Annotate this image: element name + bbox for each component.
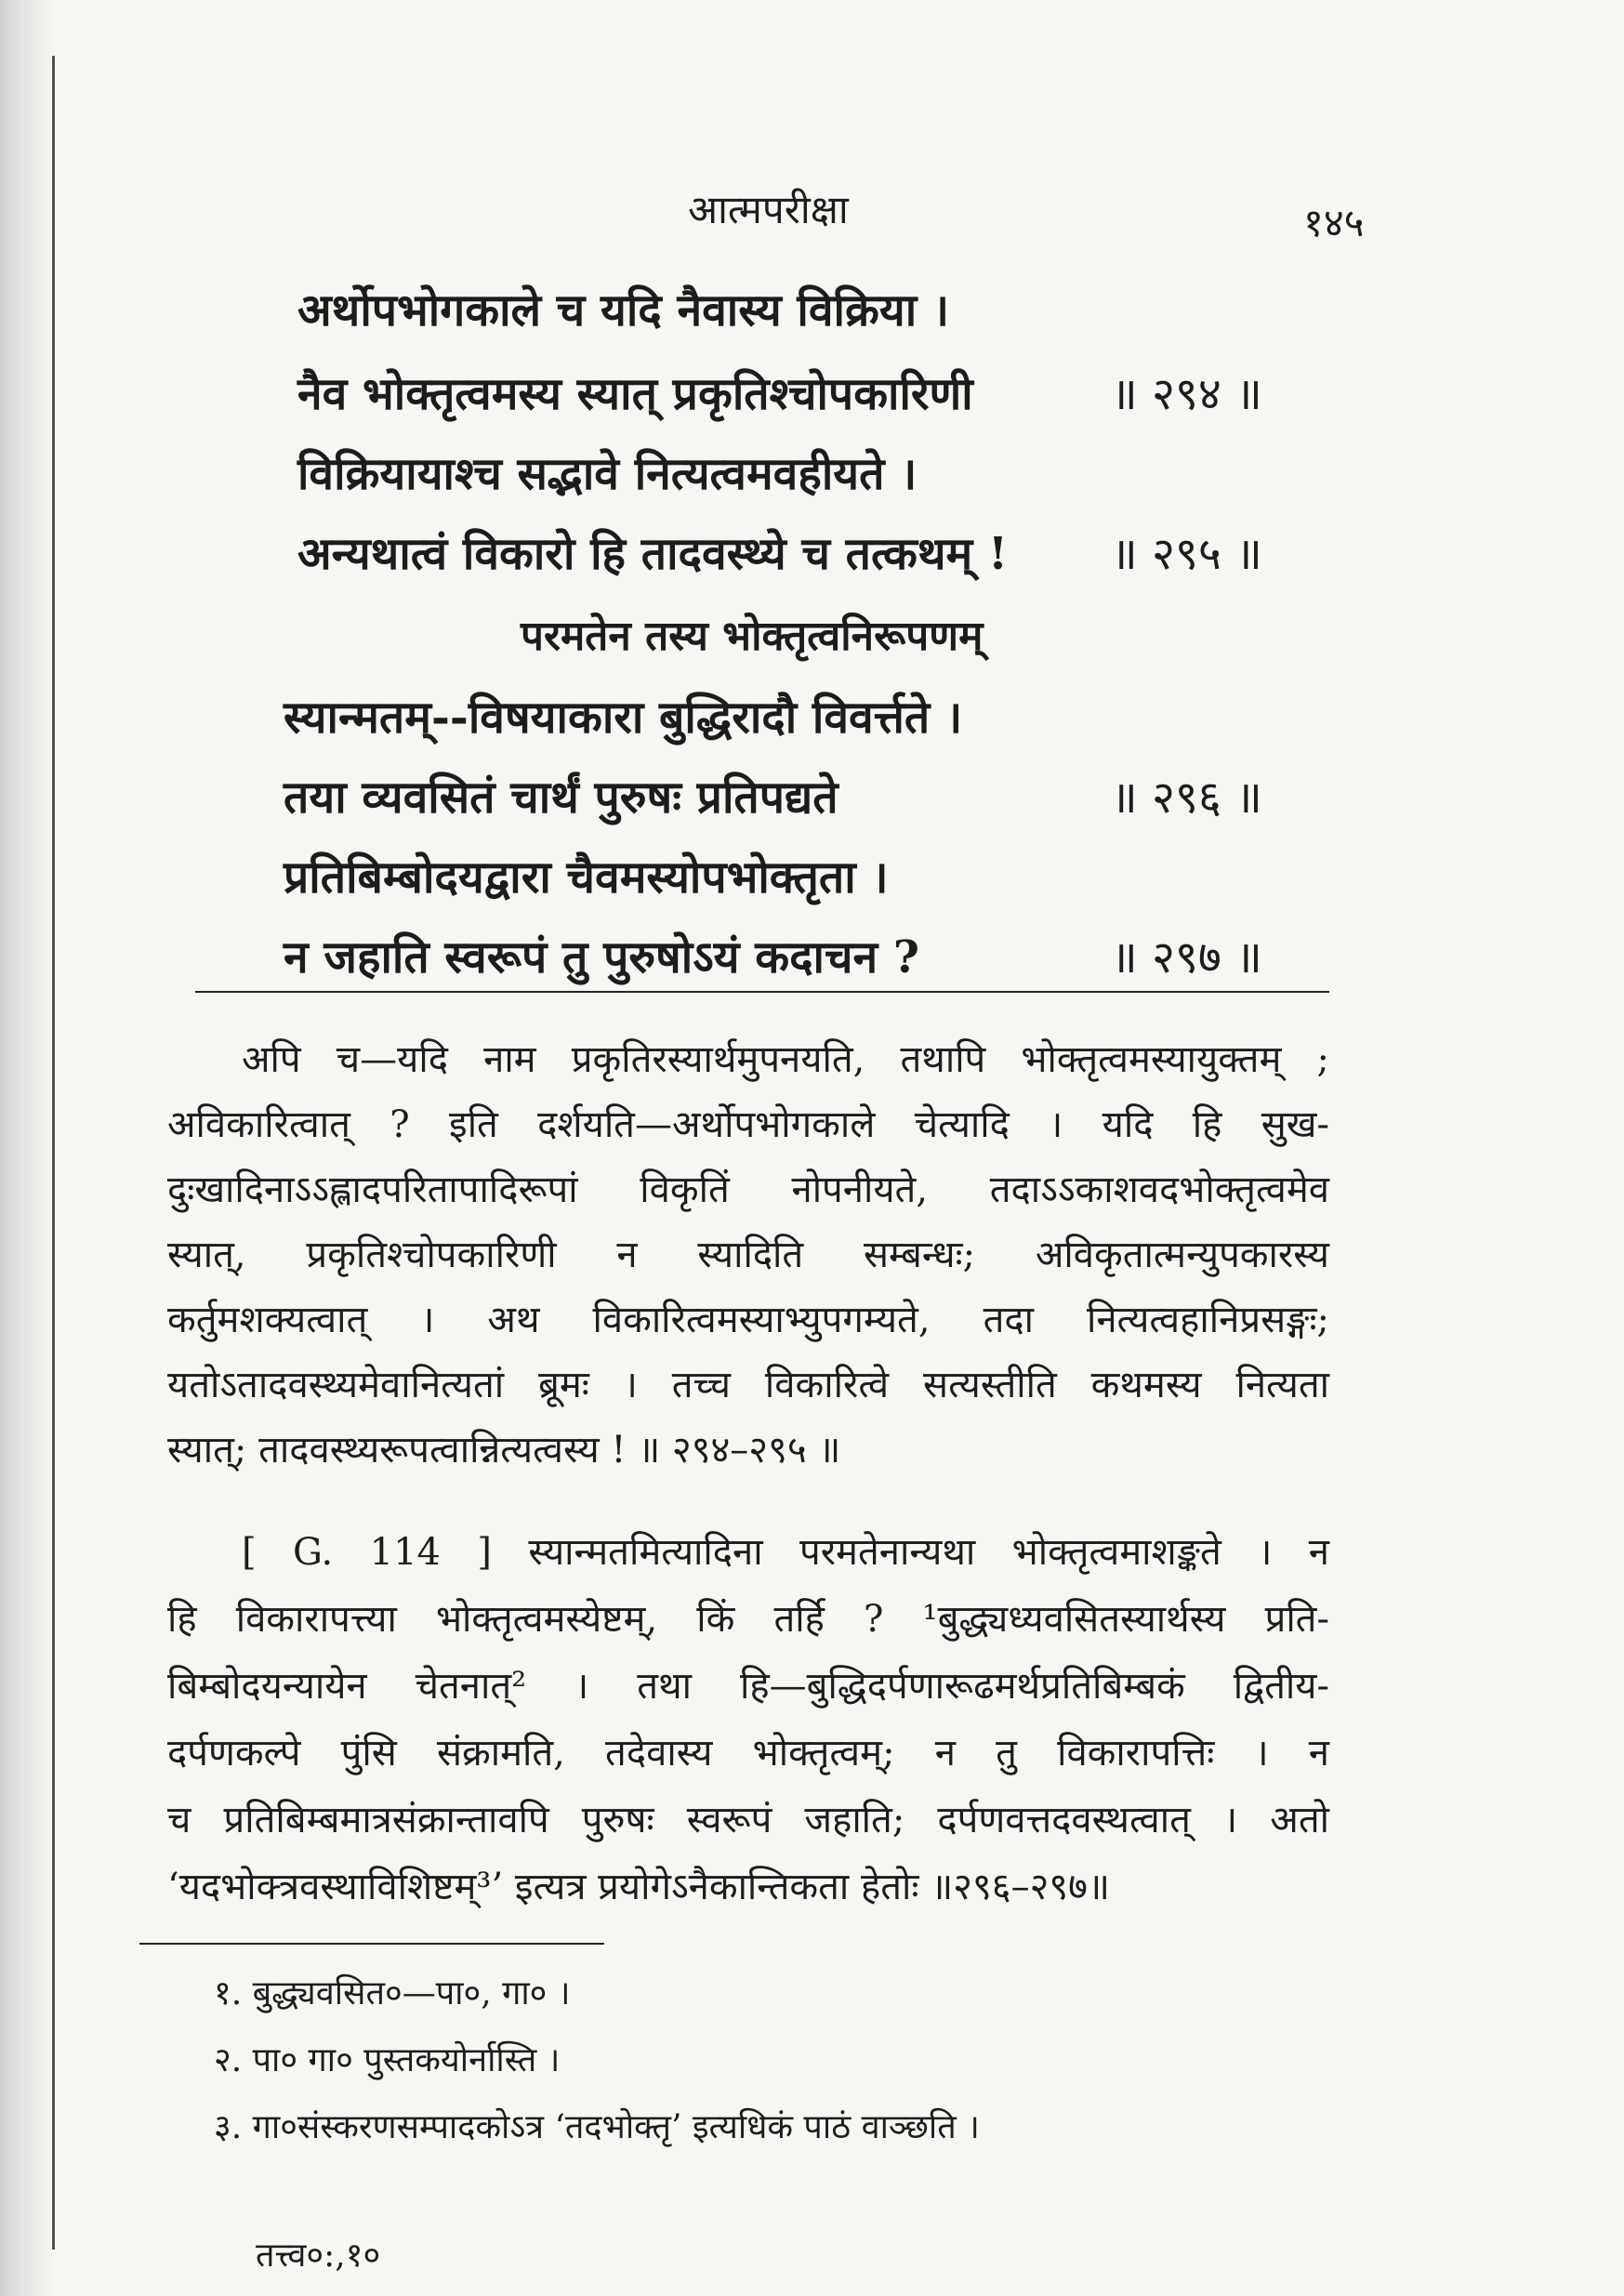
commentary-line: दुःखादिनाऽऽह्लादपरितापादिरूपां विकृतिं नोपनीयते, तदाऽऽकाशवदभोक्तृत्वमेव [167,1168,1329,1211]
binding-edge-shadow [0,0,56,2296]
verse-commentary-divider [195,991,1329,993]
commentary-line: [ G. 114 ] स्यान्मतमित्यादिना परमतेनान्यथा भोक्तृत्वमाशङ्कते । न [242,1531,1329,1574]
footnote: २. पा० गा० पुस्तकयोर्नास्ति । [214,2041,561,2079]
verse-line: स्यान्मतम्--विषयाकारा बुद्धिरादौ विवर्त्तते । [284,692,963,744]
commentary-line: च प्रतिबिम्बमात्रसंक्रान्तावपि पुरुषः स्वरूपं जहाति; दर्पणवत्तदवस्थत्वात् । अतो [167,1799,1329,1841]
commentary-line: यतोऽतादवस्थ्यमेवानित्यतां ब्रूमः । तच्च विकारित्वे सत्यस्तीति कथमस्य नित्यता [167,1364,1329,1406]
commentary-line: स्यात्, प्रकृतिश्चोपकारिणी न स्यादिति सम्बन्धः; अविकृतात्मन्युपकारस्य [167,1234,1329,1276]
verse-number: ॥ २९४ ॥ [1111,368,1262,420]
signature-mark: तत्त्व०:,१० [256,2237,381,2275]
verse-line: नैव भोक्तृत्वमस्य स्यात् प्रकृतिश्चोपकारिणी [297,368,973,420]
commentary-line: दर्पणकल्पे पुंसि संक्रामति, तदेवास्य भोक्तृत्वम्; न तु विकारापत्तिः । न [167,1732,1329,1775]
footnote-divider [139,1943,604,1945]
verse-line: अर्थोपभोगकाले च यदि नैवास्य विक्रिया । [297,284,950,336]
verse-line: अन्यथात्वं विकारो हि तादवस्थ्ये च तत्कथम् ! [297,528,1009,580]
commentary-line: कर्तुमशक्यत्वात् । अथ विकारित्वमस्याभ्युपगम्यते, तदा नित्यत्वहानिप्रसङ्गः; [167,1299,1329,1341]
verse-number: ॥ २९७ ॥ [1111,931,1262,983]
verse-line: तया व्यवसितं चार्थं पुरुषः प्रतिपद्यते [284,772,838,824]
page-number: १४५ [1303,200,1365,245]
verse-number: ॥ २९५ ॥ [1111,528,1262,580]
verse-line: विक्रियायाश्च सद्भावे नित्यत्वमवहीयते । [297,448,918,500]
verse-line: प्रतिबिम्बोदयद्वारा चैवमस्योपभोक्तृता । [284,851,889,904]
verse-line: न जहाति स्वरूपं तु पुरुषोऽयं कदाचन ? [284,931,919,983]
running-title: आत्मपरीक्षा [688,187,849,232]
footnote: १. बुद्ध्यवसित०—पा०, गा० । [214,1974,571,2012]
section-heading: परमतेन तस्य भोक्तृत्वनिरूपणम् [521,613,984,660]
verse-number: ॥ २९६ ॥ [1111,772,1262,824]
commentary-line: ‘यदभोक्त्रवस्थाविशिष्टम्³’ इत्यत्र प्रयोगेऽनैकान्तिकता हेतोः ॥२९६–२९७॥ [167,1866,1110,1908]
commentary-line: स्यात्; तादवस्थ्यरूपत्वान्नित्यत्वस्य ! ॥ २९४–२९५ ॥ [167,1429,841,1471]
commentary-line: अपि च—यदि नाम प्रकृतिरस्यार्थमुपनयति, तथापि भोक्तृत्वमस्यायुक्तम् ; [242,1038,1329,1081]
commentary-line: अविकारित्वात् ? इति दर्शयति—अर्थोपभोगकाले चेत्यादि । यदि हि सुख- [167,1103,1329,1146]
commentary-line: हि विकारापत्त्या भोक्तृत्वमस्येष्टम्, किं तर्हि ? ¹बुद्ध्यध्यवसितस्यार्थस्य प्रति- [167,1598,1329,1641]
margin-rule-line [52,56,55,2250]
commentary-line: बिम्बोदयन्यायेन चेतनात्² । तथा हि—बुद्धिदर्पणारूढमर्थप्रतिबिम्बकं द्वितीय- [167,1665,1329,1708]
footnote: ३. गा०संस्करणसम्पादकोऽत्र ‘तदभोक्तृ’ इत्यधिकं पाठं वाञ्छति । [214,2108,980,2146]
